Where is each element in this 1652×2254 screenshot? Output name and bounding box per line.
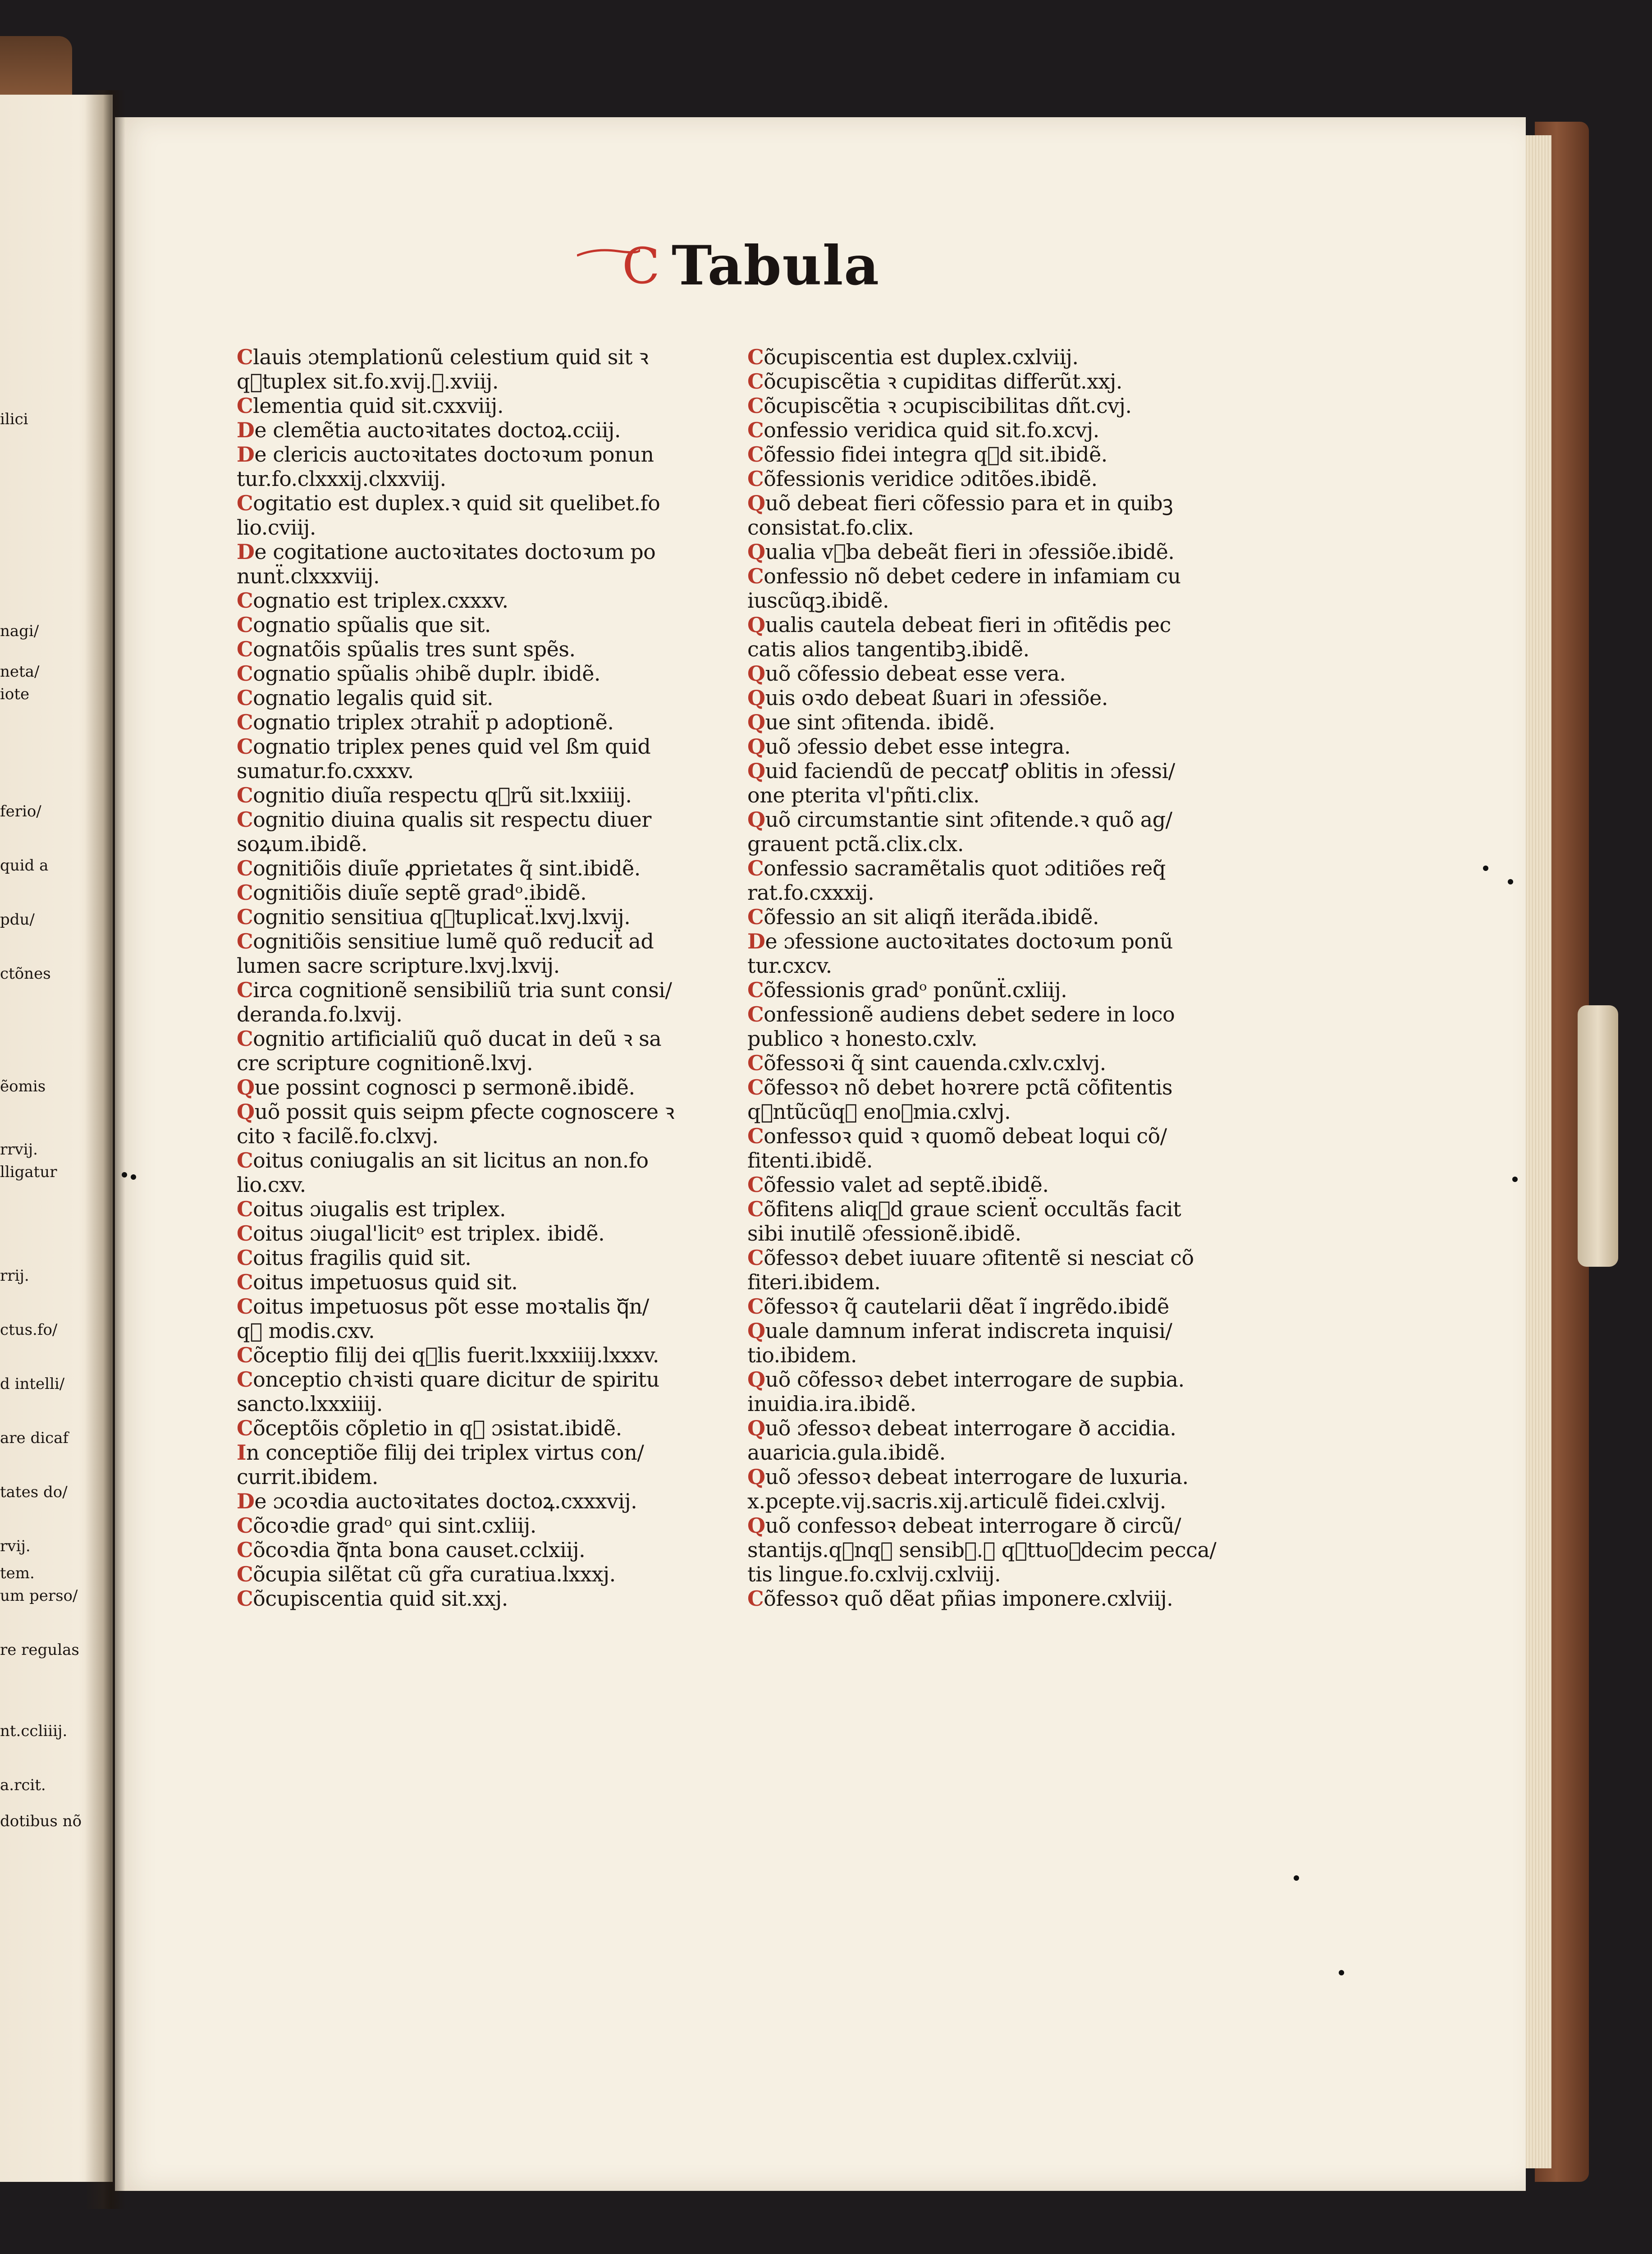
index-right-line: publico ꝛ honesto.cxlv.	[747, 1026, 978, 1051]
index-left-line: Cognitiõis sensitiue lumẽ quõ reduciẗ ad	[237, 929, 654, 953]
index-left-line: cito ꝛ facilẽ.fo.clxvj.	[237, 1124, 439, 1148]
index-right-line: sibi inutilẽ ɔfessionẽ.ibidẽ.	[747, 1221, 1021, 1246]
index-left-line: deranda.fo.lxvij.	[237, 1002, 403, 1026]
index-left-line: lumen sacre scripture.lxvj.lxvij.	[237, 953, 560, 978]
index-right-line: Quõ confessoꝛ debeat interrogare ð circũ/	[747, 1513, 1181, 1538]
index-right-line: Quõ ɔfessoꝛ debeat interrogare ð accidia.	[747, 1416, 1176, 1440]
index-right-line: Cõfessoꝛi q̃ sint cauenda.cxlv.cxlvj.	[747, 1051, 1106, 1075]
left-page-fragment: neta/	[0, 663, 40, 681]
index-left-line: De clemẽtia auctoꝛitates doctoꝝ.cciij.	[237, 418, 621, 442]
index-right-line: Cõfessionis gradᵒ ponũnẗ.cxliij.	[747, 978, 1067, 1002]
index-right-line: fiteri.ibidem.	[747, 1270, 881, 1294]
index-right-line: Quõ ɔfessio debet esse integra.	[747, 734, 1071, 759]
index-right-line: Cõfessoꝛ q̃ cautelarii dẽat ĩ ingrẽdo.ibidẽ	[747, 1294, 1169, 1319]
index-right-line: qᷓntũcũqꝫ enoꝛmia.cxlvj.	[747, 1100, 1011, 1124]
index-right-line: Quõ debeat fieri cõfessio para et in quibꝫ	[747, 491, 1173, 515]
index-left-line: Coitus impetuosus quid sit.	[237, 1270, 518, 1294]
left-page-fragment: nagi/	[0, 622, 39, 640]
cover-corner	[0, 36, 72, 104]
index-left-line: Cõcoꝛdie gradᵒ qui sint.cxliij.	[237, 1513, 536, 1538]
index-right-line: Cõfessio valet ad septẽ.ibidẽ.	[747, 1173, 1049, 1197]
index-column-right	[747, 345, 1239, 1611]
index-right-line: Quid faciendũ de peccatꝭ oblitis in ɔfessi/	[747, 759, 1175, 783]
index-left-line: Circa cognitionẽ sensibiliũ tria sunt consi/	[237, 978, 672, 1002]
left-page-fragment: are dicaf	[0, 1429, 69, 1447]
clasp	[1578, 1005, 1618, 1267]
index-left-line: Cogitatio est duplex.ꝛ quid sit quelibet.fo	[237, 491, 660, 515]
left-page-fragment: um perso/	[0, 1587, 78, 1605]
index-left-line: cre scripture cognitionẽ.lxvj.	[237, 1051, 533, 1075]
title-text: Tabula	[672, 234, 880, 298]
left-page-fragment: ferio/	[0, 802, 41, 820]
left-page-fragment: ctus.fo/	[0, 1321, 58, 1339]
margin-mark	[122, 1172, 127, 1177]
index-left-line: Cõcoꝛdia qᷓnta bona causet.cclxiij.	[237, 1538, 586, 1562]
index-right-line: catis alios tangentibꝫ.ibidẽ.	[747, 637, 1030, 661]
index-right-line: Cõfessio fidei integra qᷓd sit.ibidẽ.	[747, 442, 1107, 467]
index-left-line: Coitus ɔiugalis est triplex.	[237, 1197, 506, 1221]
margin-mark	[131, 1174, 136, 1180]
index-left-line: Coitus ɔiugal'licitᵒ est triplex. ibidẽ.	[237, 1221, 605, 1246]
index-left-line: De ɔcoꝛdia auctoꝛitates doctoꝝ.cxxxvij.	[237, 1489, 637, 1513]
index-right-line: Quale damnum inferat indiscreta inquisi/	[747, 1319, 1172, 1343]
index-right-line: Cõfessoꝛ quõ dẽat pñias imponere.cxlviij.	[747, 1586, 1173, 1611]
index-right-line: inuidia.ira.ibidẽ.	[747, 1392, 916, 1416]
left-page-fragment: d intelli/	[0, 1375, 65, 1393]
index-left-line: Conceptio chꝛisti quare dicitur de spiritu	[237, 1367, 659, 1392]
index-left-line: Coitus fragilis quid sit.	[237, 1246, 471, 1270]
index-left-line: Cognitio sensitiua qᷓtuplicaẗ.lxvj.lxvij.	[237, 905, 631, 929]
index-left-line: Cognitiõis diuĩe ꝓprietates q̃ sint.ibidẽ.	[237, 856, 641, 880]
index-left-line: Cognitio artificialiũ quõ ducat in deũ ꝛ sa	[237, 1026, 662, 1051]
margin-mark	[1483, 866, 1488, 871]
index-left-line: Cognitio diuina qualis sit respectu diuer	[237, 807, 651, 832]
index-right-line: tis lingue.fo.cxlvij.cxlviij.	[747, 1562, 1001, 1586]
index-left-line: qᷓtuplex sit.fo.xvij.ꝛ.xviij.	[237, 369, 499, 394]
index-right-line: Confessio nõ debet cedere in infamiam cu	[747, 564, 1181, 588]
gutter-shadow	[85, 90, 125, 2209]
left-page-fragment: lligatur	[0, 1163, 57, 1181]
index-left-line: lio.cxv.	[237, 1173, 306, 1197]
index-right-line: Quõ ɔfessoꝛ debeat interrogare de luxuria.	[747, 1465, 1189, 1489]
left-page-fragment: rvij.	[0, 1537, 31, 1555]
index-left-line: soꝝum.ibidẽ.	[237, 832, 367, 856]
left-page-fragment: iote	[0, 685, 30, 703]
index-right-line: auaricia.gula.ibidẽ.	[747, 1440, 946, 1465]
index-left-line: Cognatio legalis quid sit.	[237, 686, 494, 710]
left-page-fragment: pdu/	[0, 911, 35, 929]
index-left-line: Que possint cognosci p sermonẽ.ibidẽ.	[237, 1075, 635, 1100]
margin-mark	[1339, 1970, 1344, 1975]
index-left-line: Cognitio diuĩa respectu qᷓrũ sit.lxxiiij.	[237, 783, 632, 807]
index-right-line: Cõcupiscentia est duplex.cxlviij.	[747, 345, 1079, 369]
left-page-fragment: rrij.	[0, 1267, 29, 1285]
index-left-line: Cognatio est triplex.cxxxv.	[237, 588, 508, 613]
page-title	[622, 234, 892, 298]
index-left-line: currit.ibidem.	[237, 1465, 378, 1489]
index-right-line: x.pcepte.vij.sacris.xij.articulẽ fidei.cxlvij.	[747, 1489, 1166, 1513]
index-right-line: one pterita vl'pñti.clix.	[747, 783, 980, 807]
index-left-line: sancto.lxxxiiij.	[237, 1392, 383, 1416]
index-column-left	[237, 345, 728, 1611]
index-right-line: tur.cxcv.	[747, 953, 832, 978]
index-right-line: Cõfessoꝛ nõ debet hoꝛrere pctã cõfitentis	[747, 1075, 1173, 1100]
margin-mark	[1294, 1875, 1299, 1881]
left-page-fragment: nt.ccliiij.	[0, 1722, 68, 1740]
index-right-line: Confessio veridica quid sit.fo.xcvj.	[747, 418, 1099, 442]
index-left-line: tur.fo.clxxxij.clxxviij.	[237, 467, 446, 491]
left-page-fragment: re regulas	[0, 1641, 79, 1659]
index-right-line: Cõfessio an sit aliqñ iterãda.ibidẽ.	[747, 905, 1099, 929]
margin-mark	[1512, 1177, 1518, 1182]
index-right-line: rat.fo.cxxxij.	[747, 880, 874, 905]
index-right-line: stantijs.qᷓnqꝫ sensibꝫ.ꝛ qᷓttuoꝛdecim pecca/	[747, 1538, 1217, 1562]
index-right-line: Confessio sacramẽtalis quot ɔditiões req̃	[747, 856, 1166, 880]
index-right-line: De ɔfessione auctoꝛitates doctoꝛum ponũ	[747, 929, 1173, 953]
left-page-fragment: a.rcit.	[0, 1776, 46, 1794]
index-right-line: Cõcupiscẽtia ꝛ ɔcupiscibilitas dñt.cvj.	[747, 394, 1132, 418]
index-left-line: Coitus coniugalis an sit licitus an non.fo	[237, 1148, 649, 1173]
index-right-line: grauent pctã.clix.clx.	[747, 832, 964, 856]
index-right-line: Cõfitens aliqᷓd graue scienẗ occultãs facit	[747, 1197, 1181, 1221]
index-left-line: Cõcupia silẽtat cũ gr̃a curatiua.lxxxj.	[237, 1562, 616, 1586]
index-right-line: Confessoꝛ quid ꝛ quomõ debeat loqui cõ/	[747, 1124, 1167, 1148]
index-right-line: Qualia vᷓba debeãt fieri in ɔfessiõe.ibidẽ.	[747, 540, 1175, 564]
index-left-line: Cognatõis spũalis tres sunt spẽs.	[237, 637, 576, 661]
index-right-line: Cõfessionis veridice ɔditões.ibidẽ.	[747, 467, 1098, 491]
index-right-line: Quis oꝛdo debeat ßuari in ɔfessiõe.	[747, 686, 1108, 710]
left-page-fragment: rrvij.	[0, 1141, 38, 1159]
index-left-line: sumatur.fo.cxxxv.	[237, 759, 414, 783]
index-right-line: fitenti.ibidẽ.	[747, 1148, 873, 1173]
index-left-line: De clericis auctoꝛitates doctoꝛum ponun	[237, 442, 654, 467]
index-right-line: consistat.fo.clix.	[747, 515, 914, 540]
index-left-line: Cognitiõis diuĩe septẽ gradᵒ.ibidẽ.	[237, 880, 587, 905]
index-right-line: Que sint ɔfitenda. ibidẽ.	[747, 710, 995, 734]
index-left-line: Cõceptõis cõpletio in qᷓ ɔsistat.ibidẽ.	[237, 1416, 622, 1440]
left-page-fragment: ẽomis	[0, 1077, 46, 1095]
title-rubric-initial: C	[622, 237, 660, 295]
index-left-line: Cognatio triplex ɔtrahiẗ p adoptionẽ.	[237, 710, 614, 734]
left-page-fragment: ilici	[0, 410, 28, 428]
index-left-line: Cognatio spũalis ɔhibẽ duplr. ibidẽ.	[237, 661, 601, 686]
left-page-fragment: tem.	[0, 1564, 35, 1582]
index-left-line: Quõ possit quis seipm ꝑfecte cognoscere ꝛ	[237, 1100, 674, 1124]
index-left-line: Cognatio spũalis que sit.	[237, 613, 491, 637]
index-right-line: Quõ cõfessio debeat esse vera.	[747, 661, 1066, 686]
index-left-line: In conceptiõe filij dei triplex virtus con/	[237, 1440, 644, 1465]
left-page-fragment: dotibus nõ	[0, 1812, 82, 1830]
margin-mark	[1508, 879, 1513, 884]
left-page-fragment: tates do/	[0, 1483, 68, 1501]
index-right-line: Quõ cõfessoꝛ debet interrogare de supbia.	[747, 1367, 1185, 1392]
index-left-line: Coitus impetuosus põt esse moꝛtalis qᷓn/	[237, 1294, 649, 1319]
left-page-fragment: quid a	[0, 857, 49, 875]
index-right-line: iuscũqꝫ.ibidẽ.	[747, 588, 889, 613]
index-left-line: nunẗ.clxxxviij.	[237, 564, 380, 588]
index-right-line: Quõ circumstantie sint ɔfitende.ꝛ quõ ag/	[747, 807, 1172, 832]
index-right-line: Cõfessoꝛ debet iuuare ɔfitentẽ si nesciat cõ	[747, 1246, 1194, 1270]
index-right-line: Qualis cautela debeat fieri in ɔfitẽdis pec	[747, 613, 1171, 637]
index-left-line: Cõceptio filij dei qᷓlis fuerit.lxxxiiij.lxxxv.	[237, 1343, 659, 1367]
index-left-line: De cogitatione auctoꝛitates doctoꝛum po	[237, 540, 656, 564]
index-left-line: Clementia quid sit.cxxviij.	[237, 394, 503, 418]
index-right-line: Cõcupiscẽtia ꝛ cupiditas differũt.xxj.	[747, 369, 1122, 394]
index-right-line: Confessionẽ audiens debet sedere in loco	[747, 1002, 1175, 1026]
index-right-line: tio.ibidem.	[747, 1343, 857, 1367]
index-left-line: Cõcupiscentia quid sit.xxj.	[237, 1586, 508, 1611]
index-left-line: Clauis ɔtemplationũ celestium quid sit ꝛ	[237, 345, 649, 369]
index-left-line: Cognatio triplex penes quid vel ßm quid	[237, 734, 651, 759]
left-page-fragment: ctõnes	[0, 965, 51, 983]
index-left-line: lio.cviij.	[237, 515, 316, 540]
index-left-line: qᷓ modis.cxv.	[237, 1319, 375, 1343]
